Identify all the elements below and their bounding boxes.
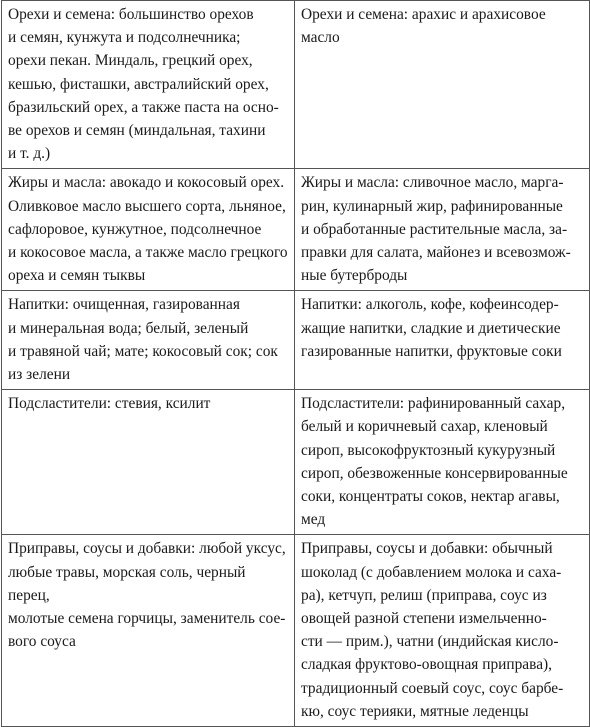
allowed-foods-cell: Жиры и масла: авокадо и кокосовый орех. Оливковое масло высшего сорта, льняное, сафлоровое, кунжутное, подсолнечное и кокосовое масла, а также масло грецкого ореха и семян тыквы <box>2 169 295 291</box>
food-comparison-table <box>1 0 590 727</box>
avoided-foods-cell: Подсластители: рафинированный сахар, белый и коричневый сахар, кленовый сироп, высокофруктозный кукурузный сироп, обезвоженные консервированные соки, концентраты соков, нектар агавы, мед <box>295 390 590 535</box>
table-row <box>2 390 590 535</box>
allowed-foods-cell: Приправы, соусы и добавки: любой уксус, любые травы, морская соль, черный перец, молотые семена горчицы, заменитель сое- вого соуса <box>2 535 295 727</box>
avoided-foods-cell: Напитки: алкоголь, кофе, кофеинсодер- жащие напитки, сладкие и диетические газированные напитки, фруктовые соки <box>295 291 590 390</box>
table-row <box>2 535 590 727</box>
allowed-foods-cell: Орехи и семена: большинство орехов и семян, кунжута и подсолнечника; орехи пекан. Миндаль, грецкий орех, кешью, фисташки, австралийский орех, бразильский орех, а также паста на осно- ве орехов и семян (миндальная, тахини и т. д.) <box>2 1 295 169</box>
avoided-foods-cell: Жиры и масла: сливочное масло, марга- рин, кулинарный жир, рафинированные и обработанные растительные масла, за- правки для салата, майонез и всевозмож- ные бутерброды <box>295 169 590 291</box>
table-row <box>2 291 590 390</box>
avoided-foods-cell: Приправы, соусы и добавки: обычный шоколад (с добавлением молока и саха- ра), кетчуп, релиш (приправа, соус из овощей разной степени измельченно- сти — прим.), чатни (индийская кисло- сладкая фруктово-овощная приправа), традиционный соевый соус, соус барбе- кю, соус терияки, мятные леденцы <box>295 535 590 727</box>
table-row <box>2 1 590 169</box>
allowed-foods-cell: Напитки: очищенная, газированная и минеральная вода; белый, зеленый и травяной чай; мате; кокосовый сок; сок из зелени <box>2 291 295 390</box>
avoided-foods-cell: Орехи и семена: арахис и арахисовое масло <box>295 1 590 169</box>
table-row <box>2 169 590 291</box>
allowed-foods-cell: Подсластители: стевия, ксилит <box>2 390 295 535</box>
